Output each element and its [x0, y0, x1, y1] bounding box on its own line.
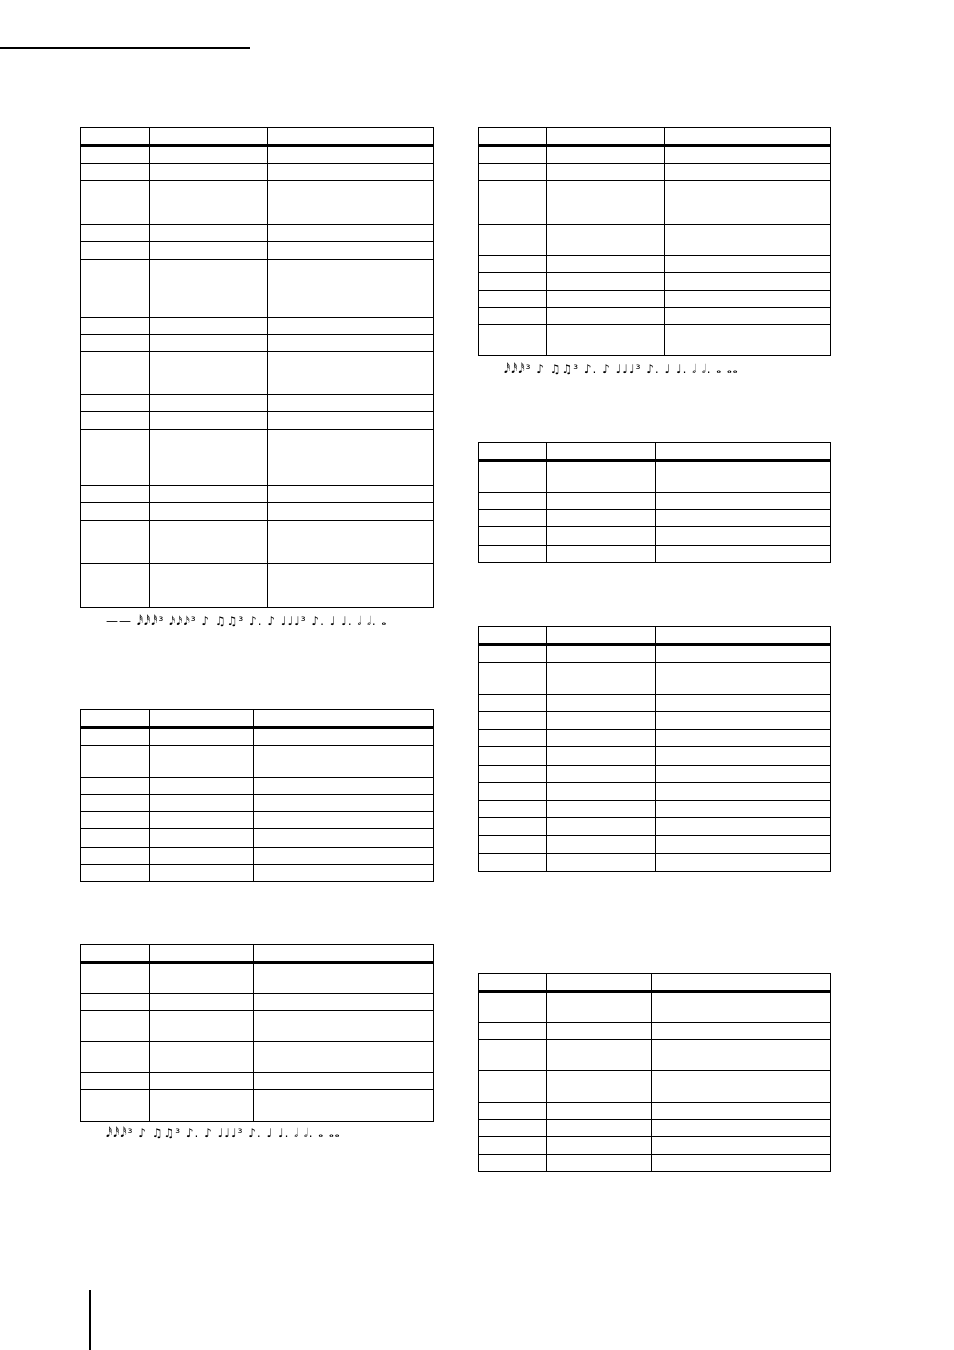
left-table-3 [80, 944, 434, 1122]
table-row [81, 351, 434, 394]
right-table-1 [478, 127, 831, 356]
page-edge-bar [89, 1290, 91, 1350]
table-row [479, 730, 831, 747]
table-row [479, 1023, 831, 1040]
table-row [81, 963, 434, 994]
table-row [81, 563, 434, 607]
table-row [81, 395, 434, 412]
table-row [479, 694, 831, 711]
table-row [81, 317, 434, 334]
table-row [81, 847, 434, 864]
table-row [81, 486, 434, 503]
table-row [479, 711, 831, 729]
table-row [479, 164, 831, 181]
table-row [479, 146, 831, 164]
table-row [81, 829, 434, 847]
table-row [81, 334, 434, 351]
left-table-2 [80, 709, 434, 882]
table-row [479, 461, 831, 493]
table-row [81, 181, 434, 225]
table-row [81, 794, 434, 811]
left-table-1 [80, 127, 434, 608]
table-row [479, 545, 831, 562]
right-table-2 [478, 442, 831, 563]
table-row [479, 273, 831, 291]
table-row [479, 1102, 831, 1119]
table-row [479, 527, 831, 545]
table-row [479, 1071, 831, 1102]
table-row [479, 782, 831, 800]
table-row [479, 1136, 831, 1154]
table-row [479, 509, 831, 526]
table-row [479, 181, 831, 225]
table-row [81, 1042, 434, 1073]
table-row [479, 492, 831, 509]
table-row [479, 992, 831, 1023]
table-row [81, 503, 434, 520]
table-row [479, 1154, 831, 1171]
header-rule [0, 47, 250, 49]
table-row [81, 430, 434, 486]
table-row [81, 864, 434, 881]
table-row [81, 225, 434, 242]
table-row [81, 1090, 434, 1122]
table-row [81, 1073, 434, 1090]
table-row [479, 747, 831, 765]
table-row [81, 812, 434, 829]
table-row [81, 260, 434, 317]
right-table-4 [478, 973, 831, 1172]
note-values-row-left-top: —— 𝅘𝅥𝅰𝅘𝅥𝅰𝅘𝅥𝅰³ 𝅘𝅥𝅯𝅘𝅥𝅯𝅘𝅥𝅯³ ♪ ♫♫³ ♪. ♪ ♩♩♩³ ♪. ♩ ♩. 𝅗𝅥 𝅗𝅥. 𝅝 [106, 614, 388, 628]
table-row [479, 645, 831, 663]
table-row [479, 291, 831, 308]
table-row [479, 225, 831, 256]
table-row [81, 164, 434, 181]
table-row [479, 818, 831, 836]
table-row [81, 146, 434, 164]
table-row [81, 746, 434, 777]
table-row [479, 853, 831, 871]
table-row [81, 728, 434, 746]
table-row [479, 1119, 831, 1136]
note-values-row-left-bottom: 𝅘𝅥𝅰𝅘𝅥𝅰𝅘𝅥𝅰³ ♪ ♫♫³ ♪. ♪ ♩♩♩³ ♪. ♩ ♩. 𝅗𝅥 𝅗𝅥. 𝅝 𝅝𝅝 [106, 1126, 341, 1140]
table-row [479, 801, 831, 818]
table-row [479, 325, 831, 356]
right-table-3 [478, 626, 831, 872]
table-row [479, 256, 831, 273]
table-row [479, 308, 831, 325]
table-row [479, 836, 831, 853]
table-row [81, 242, 434, 260]
table-row [479, 663, 831, 694]
table-row [81, 412, 434, 430]
table-row [479, 1040, 831, 1071]
table-row [81, 1011, 434, 1042]
table-row [81, 777, 434, 794]
table-row [81, 520, 434, 563]
note-values-row-right-top: 𝅘𝅥𝅰𝅘𝅥𝅰𝅘𝅥𝅰³ ♪ ♫♫³ ♪. ♪ ♩♩♩³ ♪. ♩ ♩. 𝅗𝅥 𝅗𝅥. 𝅝 𝅝𝅝 [504, 362, 739, 376]
table-row [81, 994, 434, 1011]
table-row [479, 765, 831, 782]
